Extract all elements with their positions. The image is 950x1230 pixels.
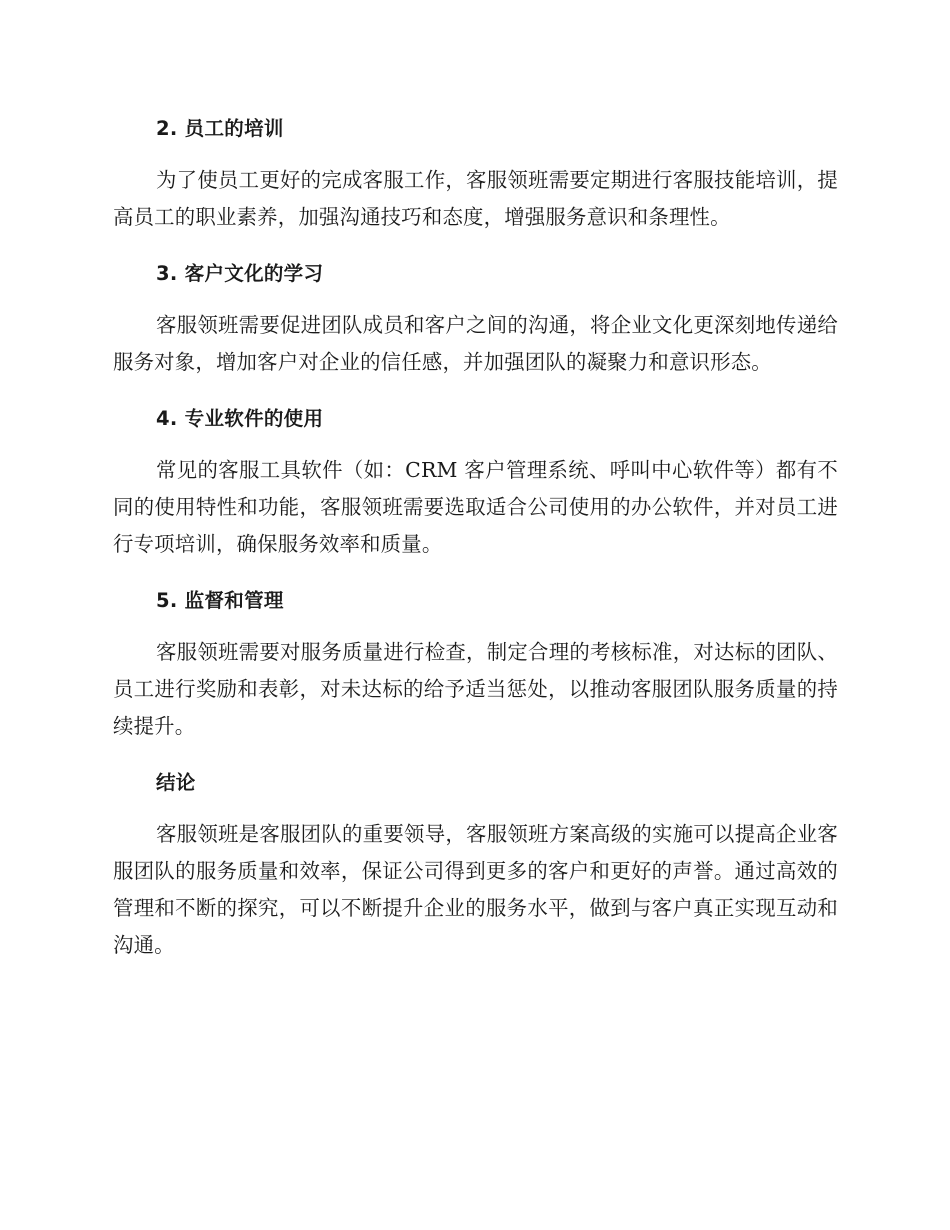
section-heading-staff-training: 2. 员工的培训 [156, 117, 284, 140]
section-paragraph-customer-culture: 客服领班需要促进团队成员和客户之间的沟通，将企业文化更深刻地传递给服务对象，增加客户对企业的信任感，并加强团队的凝聚力和意识形态。 [113, 313, 838, 374]
section-heading-conclusion: 结论 [156, 771, 196, 794]
section-paragraph-conclusion: 客服领班是客服团队的重要领导，客服领班方案高级的实施可以提高企业客服团队的服务质量和效率，保证公司得到更多的客户和更好的声誉。通过高效的管理和不断的探究，可以不断提升企业的服务水平，做到与客户真正实现互动和沟通。 [113, 822, 838, 957]
section-paragraph-software: 常见的客服工具软件（如：CRM 客户管理系统、呼叫中心软件等）都有不同的使用特性和功能，客服领班需要选取适合公司使用的办公软件，并对员工进行专项培训，确保服务效率和质量。 [113, 458, 838, 556]
section-heading-supervision: 5. 监督和管理 [156, 589, 284, 612]
section-paragraph-staff-training: 为了使员工更好的完成客服工作，客服领班需要定期进行客服技能培训，提高员工的职业素养，加强沟通技巧和态度，增强服务意识和条理性。 [113, 168, 838, 229]
document-body [113, 113, 838, 964]
section-heading-software: 4. 专业软件的使用 [156, 407, 324, 430]
section-paragraph-supervision: 客服领班需要对服务质量进行检查，制定合理的考核标准，对达标的团队、员工进行奖励和表彰，对未达标的给予适当惩处，以推动客服团队服务质量的持续提升。 [113, 640, 838, 738]
section-heading-customer-culture: 3. 客户文化的学习 [156, 262, 324, 285]
